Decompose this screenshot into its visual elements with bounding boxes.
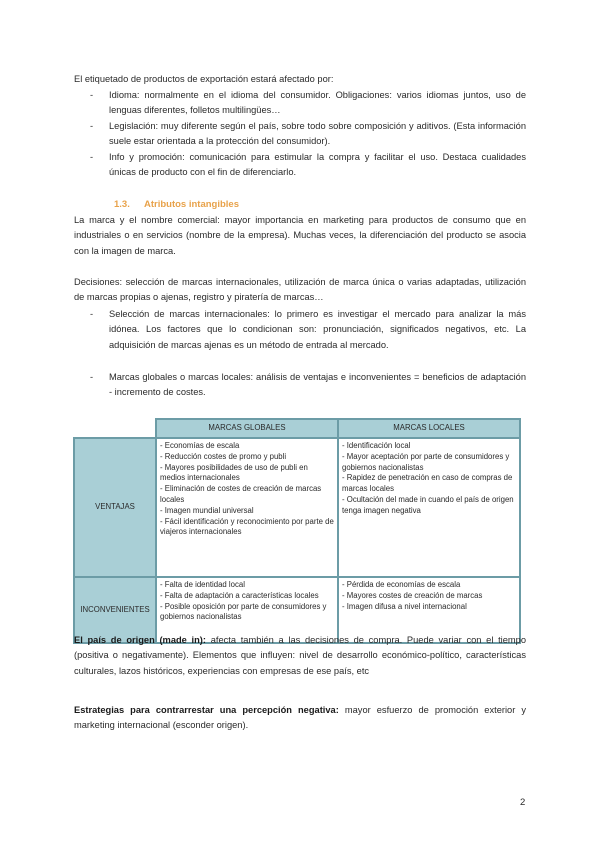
cell-ventajas-local [338,438,520,577]
list-item: - Mayores costes de creación de marcas [342,590,483,600]
list-item: - Identificación local [342,441,411,450]
section-heading [114,199,239,210]
decision-bullet-seleccion: Selección de marcas internacionales: lo primero es investigar el mercado para analizar la más idónea. Los factores que lo condicionan son: pronunciación, significados negativos, etc. La adquisición de marcas ajenas es un método de entrada al mercado. [109,309,526,350]
intro-bullet-info: Info y promoción: comunicación para estimular la compra y facilitar el uso. Destaca cualidades únicas de producto con el fin de diferenciarlo. [109,152,526,178]
list-item: - Posible oposición por parte de consumidores y gobiernos nacionalistas [160,601,327,622]
paragraph-marca: La marca y el nombre comercial: mayor importancia en marketing para productos de consumo que en industriales o en servicios (nombre de la empresa). Muchas veces, la diferenciación del producto se asocia con la imagen de marca. [74,215,526,256]
pais-origen-label: El país de origen (made in): [74,635,206,645]
list-item: - Mayores posibilidades de uso de publi en medios internacionales [160,462,308,483]
list-item: - Falta de adaptación a características locales [160,590,319,600]
list-item: - Eliminación de costes de creación de marcas locales [160,484,322,504]
bullet-dash: - [90,372,94,382]
bullet-dash: - [90,152,94,162]
paragraph-estrategias [74,703,526,734]
estrategias-text: mayor esfuerzo de promoción exterior y marketing internacional (esconder origen). [74,705,526,731]
list-item: - Reducción costes de promo y publi [160,451,287,461]
intro-text: El etiquetado de productos de exportación estará afectado por: [74,74,334,84]
paragraph-pais-origen [74,633,526,679]
decision-bullet-globales-locales: Marcas globales o marcas locales: análisis de ventajas e inconvenientes = beneficios de adaptación - incremento de costes. [109,372,526,398]
section-title: Atributos intangibles [144,199,239,210]
page-number: 2 [520,797,526,808]
table-row [74,438,520,577]
list-item: - Fácil identificación y reconocimiento por parte de viajeros internacionales [160,516,334,537]
estrategias-label: Estrategias para contrarrestar una percepción negativa: [74,705,339,715]
paragraph-decisiones: Decisiones: selección de marcas internacionales, utilización de marca única o varias adaptadas, utilización de marcas propias o ajenas, registro y piratería de marcas… [74,277,526,303]
list-item: - Falta de identidad local [160,580,245,589]
list-item: - Ocultación del made in cuando el país de origen tenga imagen negativa [342,494,514,515]
row-header-ventajas: VENTAJAS [74,438,156,577]
col-header-local: MARCAS LOCALES [338,419,520,438]
brands-comparison-table [73,418,521,644]
list-item: - Imagen mundial universal [160,505,254,515]
pais-origen-text: afecta también a las decisiones de compra. Puede variar con el tiempo (positiva o negativamente). Elementos que influyen: nivel de desarrollo económico-político, características culturales, lazos históricos, experiencias con empresas de ese país, etc [74,635,526,676]
intro-bullet-idioma: Idioma: normalmente en el idioma del consumidor. Obligaciones: varios idiomas juntos, uso de lenguas diferentes, folletos multilingües… [109,90,526,116]
table-header-row [74,419,520,438]
list-item: - Imagen difusa a nivel internacional [342,601,467,611]
cell-ventajas-global [156,438,338,577]
bullet-dash: - [90,121,94,131]
intro-bullet-legislacion: Legislación: muy diferente según el país, sobre todo sobre composición y aditivos. (Esta información suele estar orientada a la protección del consumidor). [109,121,526,147]
bullet-dash: - [90,309,94,319]
list-item: - Pérdida de economías de escala [342,580,461,589]
list-item: - Mayor aceptación por parte de consumidores y gobiernos nacionalistas [342,451,510,472]
row-header-inconvenientes: INCONVENIENTES [74,577,156,643]
list-item: - Rapidez de penetración en caso de compras de marcas locales [342,473,513,494]
table-corner [74,419,156,438]
col-header-global: MARCAS GLOBALES [156,419,338,438]
section-number: 1.3. [114,199,130,210]
bullet-dash: - [90,90,94,100]
list-item: - Economías de escala [160,441,240,450]
